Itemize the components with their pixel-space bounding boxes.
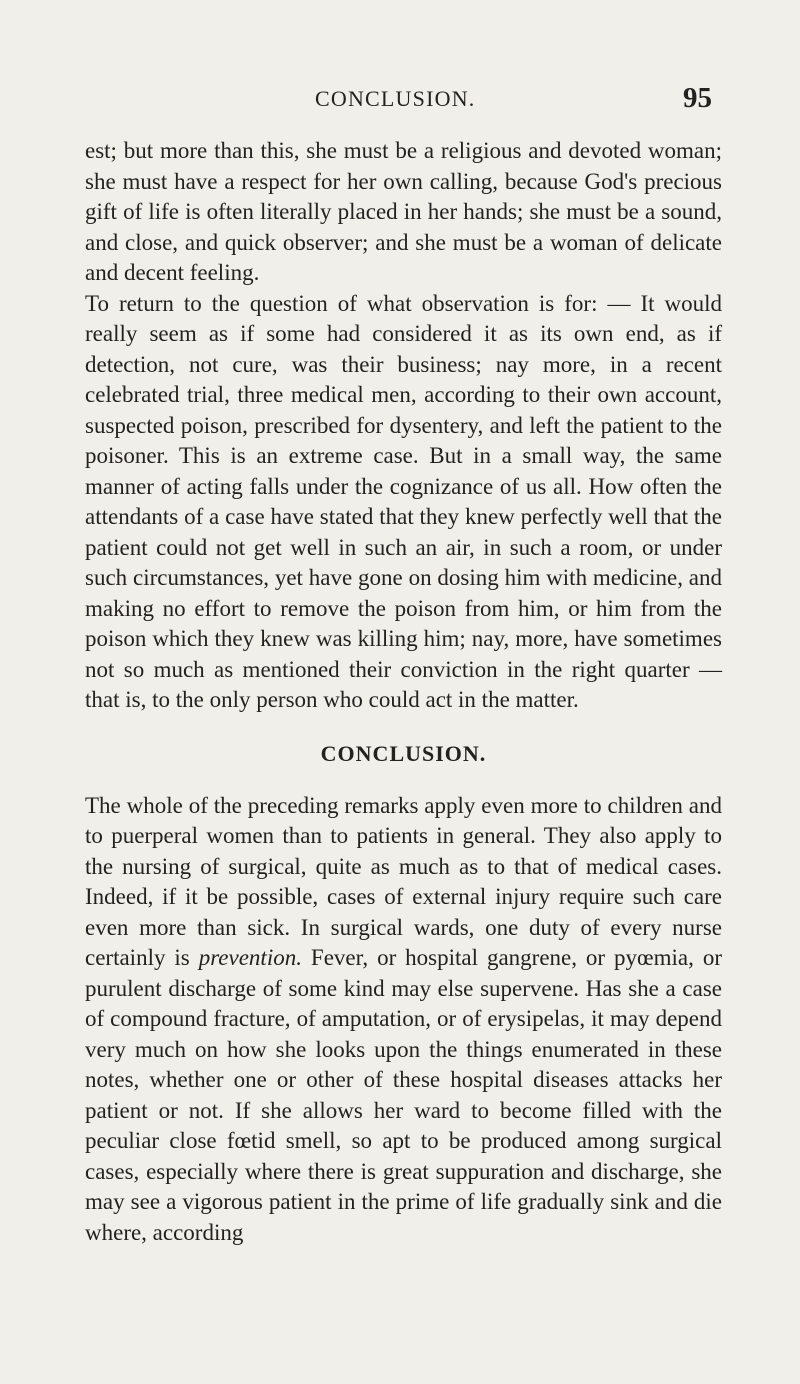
page-number: 95: [683, 82, 712, 114]
paragraph-conclusion-text-before: The whole of the preceding remarks apply even more to children and to puerperal women than to patients in general. They also apply to the nursing of surgical, quite as much as to that of medical cases. Indeed, if it be possible, cases of external injury require such care even more than sick. In surgical wards, one duty of every nurse certainly is: [85, 792, 722, 970]
paragraph-conclusion: [85, 791, 722, 1249]
running-title: CONCLUSION.: [315, 86, 476, 111]
paragraph-continuation: est; but more than this, she must be a religious and devoted woman; she must have a respect for her own calling, because God's precious gift of life is often literally placed in her hands; she must be a sound, and close, and quick observer; and she must be a woman of delicate and decent feeling.: [85, 138, 722, 285]
paragraph-observation: To return to the question of what observation is for: — It would really seem as if some had considered it as its own end, as if detection, not cure, was their business; nay more, in a recent celebrated trial, three medical men, according to their own account, suspected poison, prescribed for dysentery, and left the patient to the poisoner. This is an extreme case. But in a small way, the same manner of acting falls under the cognizance of us all. How often the attendants of a case have stated that they knew perfectly well that the patient could not get well in such an air, in such a room, or under such circumstances, yet have gone on dosing him with medicine, and making no effort to remove the poison from him, or him from the poison which they knew was killing him; nay, more, have sometimes not so much as mentioned their conviction in the right quarter — that is, to the only person who could act in the matter.: [85, 290, 722, 712]
emphasized-prevention: prevention.: [198, 945, 302, 970]
page-content: [85, 136, 722, 1248]
paragraph-conclusion-text-after: Fever, or hospital gangrene, or pyœmia, or purulent discharge of some kind may else supervene. Has she a case of compound fracture, of amputation, or of erysipelas, it may depend very much on how she looks upon the things enumerated in these notes, whether one or other of these hospital diseases attacks her patient or not. If she allows her ward to become filled with the peculiar close fœtid smell, so apt to be produced among surgical cases, especially where there is great suppuration and discharge, she may see a vigorous patient in the prime of life gradually sink and die where, according: [85, 945, 723, 1245]
running-head: [85, 0, 722, 114]
section-heading: CONCLUSION.: [320, 740, 487, 766]
